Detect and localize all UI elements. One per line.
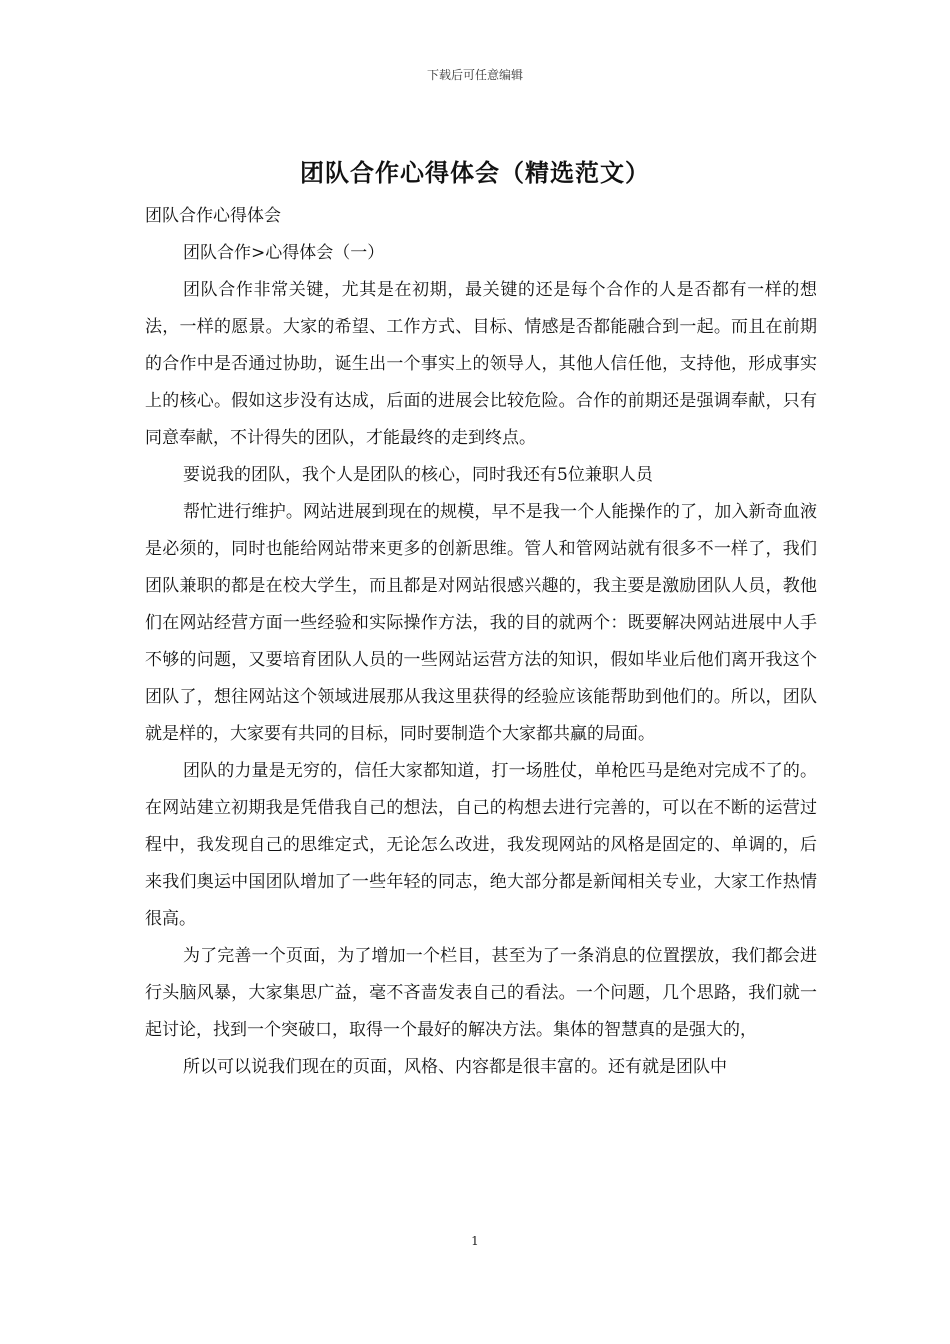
page-number: 1 bbox=[471, 1234, 479, 1248]
paragraph: 团队合作非常关键，尤其是在初期，最关键的还是每个合作的人是否都有一样的想法，一样的愿景。大家的希望、工作方式、目标、情感是否都能融合到一起。而且在前期的合作中是否通过协助，诞生出一个事实上的领导人，其他人信任他，支持他，形成事实上的核心。假如这步没有达成，后面的进展会比较危险。合作的前期还是强调奉献，只有同意奉献，不计得失的团队，才能最终的走到终点。 bbox=[145, 280, 817, 448]
header-note: 下载后可任意编辑 bbox=[426, 68, 523, 82]
document-body bbox=[145, 198, 817, 1086]
paragraph: 帮忙进行维护。网站进展到现在的规模，早不是我一个人能操作的了，加入新奇血液是必须的，同时也能给网站带来更多的创新思维。管人和管网站就有很多不一样了，我们团队兼职的都是在校大学生，而且都是对网站很感兴趣的，我主要是激励团队人员，教他们在网站经营方面一些经验和实际操作方法，我的目的就两个：既要解决网站进展中人手不够的问题，又要培育团队人员的一些网站运营方法的知识，假如毕业后他们离开我这个团队了，想往网站这个领域进展那从我这里获得的经验应该能帮助到他们的。所以，团队就是样的，大家要有共同的目标，同时要制造个大家都共赢的局面。 bbox=[145, 502, 817, 744]
document-title: 团队合作心得体会（精选范文） bbox=[300, 159, 650, 187]
document-subtitle: 团队合作心得体会 bbox=[145, 206, 281, 226]
paragraph: 为了完善一个页面，为了增加一个栏目，甚至为了一条消息的位置摆放，我们都会进行头脑风暴，大家集思广益，毫不吝啬发表自己的看法。一个问题，几个思路，我们就一起讨论，找到一个突破口，取得一个最好的解决方法。集体的智慧真的是强大的， bbox=[145, 946, 817, 1040]
paragraph: 要说我的团队，我个人是团队的核心，同时我还有5位兼职人员 bbox=[183, 465, 653, 485]
section-heading: 团队合作>心得体会（一） bbox=[183, 243, 385, 263]
paragraph: 团队的力量是无穷的，信任大家都知道，打一场胜仗，单枪匹马是绝对完成不了的。在网站建立初期我是凭借我自己的想法，自己的构想去进行完善的，可以在不断的运营过程中，我发现自己的思维定式，无论怎么改进，我发现网站的风格是固定的、单调的，后来我们奥运中国团队增加了一些年轻的同志，绝大部分都是新闻相关专业，大家工作热情很高。 bbox=[145, 761, 817, 929]
paragraph: 所以可以说我们现在的页面，风格、内容都是很丰富的。还有就是团队中 bbox=[183, 1057, 727, 1077]
